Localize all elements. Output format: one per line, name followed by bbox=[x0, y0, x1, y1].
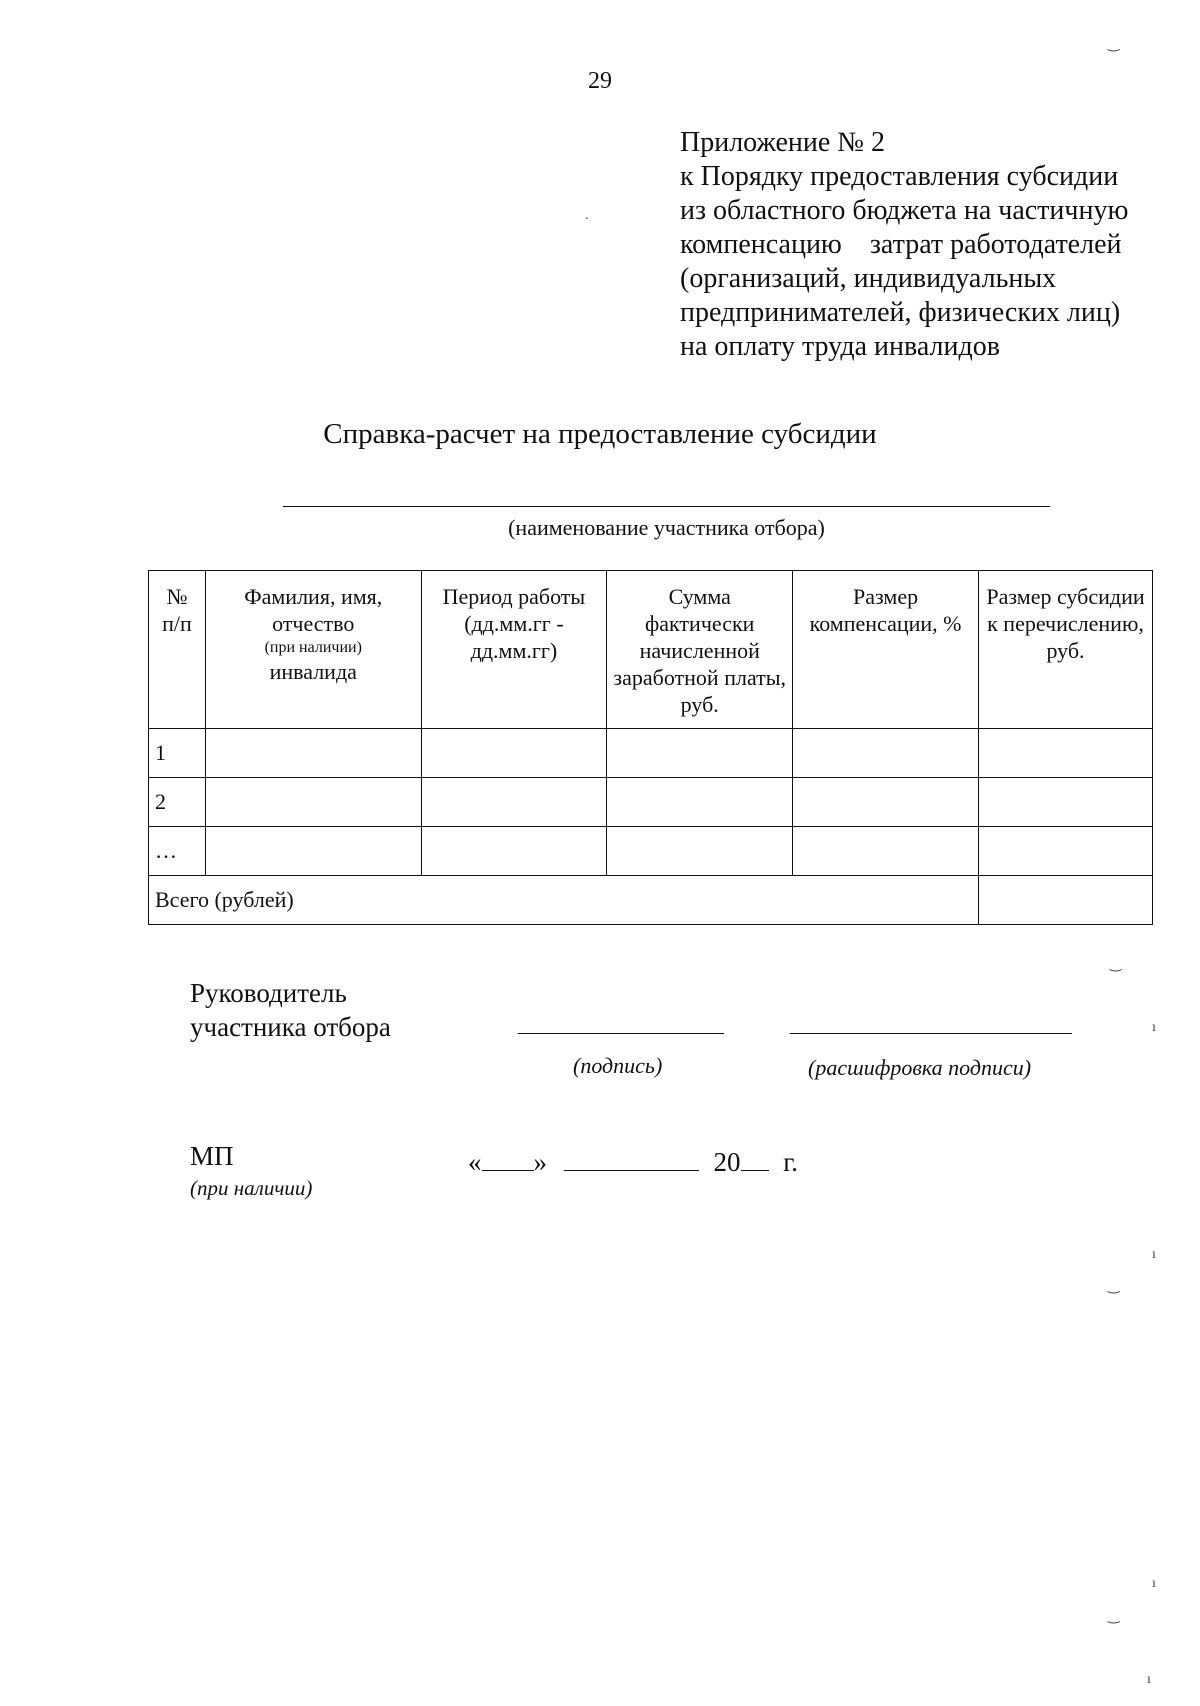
date-year-prefix: 20 bbox=[713, 1147, 741, 1177]
signatory-role bbox=[190, 976, 391, 1044]
scan-speck: ı bbox=[1152, 1247, 1156, 1262]
table-cell[interactable] bbox=[205, 827, 421, 876]
date-day-blank[interactable] bbox=[482, 1148, 534, 1171]
total-label: Всего (рублей) bbox=[149, 876, 979, 925]
table-cell[interactable] bbox=[793, 729, 979, 778]
row-number: … bbox=[149, 827, 206, 876]
header-fio-end: инвалида bbox=[269, 659, 357, 684]
participant-name-line bbox=[283, 506, 1050, 507]
signature-decode-line[interactable] bbox=[790, 1033, 1072, 1034]
appendix-line: к Порядку предоставления субсидии bbox=[680, 161, 1119, 192]
stamp-note: (при наличии) bbox=[190, 1176, 313, 1200]
table-total-row bbox=[149, 876, 1153, 925]
table-cell[interactable] bbox=[793, 827, 979, 876]
scan-speck: . bbox=[585, 208, 589, 223]
table-cell[interactable] bbox=[979, 827, 1153, 876]
participant-name-caption: (наименование участника отбора) bbox=[508, 515, 825, 540]
appendix-line: (организаций, индивидуальных bbox=[680, 263, 1057, 294]
table-cell[interactable] bbox=[979, 778, 1153, 827]
signature-caption: (подпись) bbox=[573, 1053, 663, 1078]
table-cell[interactable] bbox=[793, 778, 979, 827]
page-number: 29 bbox=[588, 68, 612, 94]
date-year-suffix: г. bbox=[783, 1147, 799, 1177]
header-fio-note: (при наличии) bbox=[264, 639, 362, 656]
scan-speck: ı bbox=[1152, 1576, 1156, 1591]
table-header-row bbox=[149, 571, 1153, 729]
table-cell[interactable] bbox=[205, 729, 421, 778]
row-number: 1 bbox=[149, 729, 206, 778]
signatory-role-line1: Руководитель bbox=[190, 978, 347, 1008]
signature-decode-caption: (расшифровка подписи) bbox=[808, 1055, 1032, 1080]
table-cell[interactable] bbox=[979, 729, 1153, 778]
header-num: № п/п bbox=[149, 571, 206, 729]
appendix-line: из областного бюджета на частичную bbox=[680, 195, 1129, 226]
total-value-cell[interactable] bbox=[979, 876, 1153, 925]
scan-speck: ı bbox=[1152, 1020, 1156, 1035]
table-cell[interactable] bbox=[421, 729, 607, 778]
table-cell[interactable] bbox=[607, 778, 793, 827]
appendix-line: предпринимателей, физических лиц) bbox=[680, 297, 1121, 328]
date-field bbox=[468, 1147, 798, 1178]
table-row bbox=[149, 729, 1153, 778]
header-fio-main: Фамилия, имя, отчество bbox=[244, 584, 383, 636]
document-title: Справка-расчет на предоставление субсидии bbox=[323, 418, 877, 450]
table-cell[interactable] bbox=[421, 778, 607, 827]
date-close-quote: » bbox=[533, 1147, 547, 1177]
appendix-line: компенсацию затрат работодателей bbox=[680, 229, 1122, 260]
table-cell[interactable] bbox=[421, 827, 607, 876]
header-sum: Сумма фактически начисленной заработной платы, руб. bbox=[607, 571, 793, 729]
date-month-blank[interactable] bbox=[564, 1148, 699, 1171]
date-year-blank[interactable] bbox=[741, 1148, 769, 1171]
header-compensation: Размер компенсации, % bbox=[793, 571, 979, 729]
scan-speck: ‿ bbox=[1108, 1609, 1120, 1624]
scan-speck: ‿ bbox=[1108, 37, 1120, 52]
date-open-quote: « bbox=[468, 1147, 482, 1177]
header-subsidy: Размер субсидии к перечислению, руб. bbox=[979, 571, 1153, 729]
table-cell[interactable] bbox=[607, 729, 793, 778]
appendix-header bbox=[680, 126, 1150, 364]
header-fio bbox=[205, 571, 421, 729]
scan-speck: ı bbox=[1147, 1672, 1151, 1687]
scan-speck: ‿ bbox=[1110, 957, 1122, 972]
scan-speck: ‿ bbox=[1108, 1279, 1120, 1294]
row-number: 2 bbox=[149, 778, 206, 827]
calculation-table bbox=[148, 570, 1153, 925]
appendix-line: на оплату труда инвалидов bbox=[680, 331, 1000, 362]
table-row bbox=[149, 778, 1153, 827]
table-cell[interactable] bbox=[205, 778, 421, 827]
header-period: Период работы (дд.мм.гг - дд.мм.гг) bbox=[421, 571, 607, 729]
appendix-line: Приложение № 2 bbox=[680, 127, 885, 158]
stamp-label: МП bbox=[190, 1141, 234, 1171]
table-cell[interactable] bbox=[607, 827, 793, 876]
signature-line[interactable] bbox=[518, 1033, 724, 1034]
table-row bbox=[149, 827, 1153, 876]
signatory-role-line2: участника отбора bbox=[190, 1012, 391, 1042]
